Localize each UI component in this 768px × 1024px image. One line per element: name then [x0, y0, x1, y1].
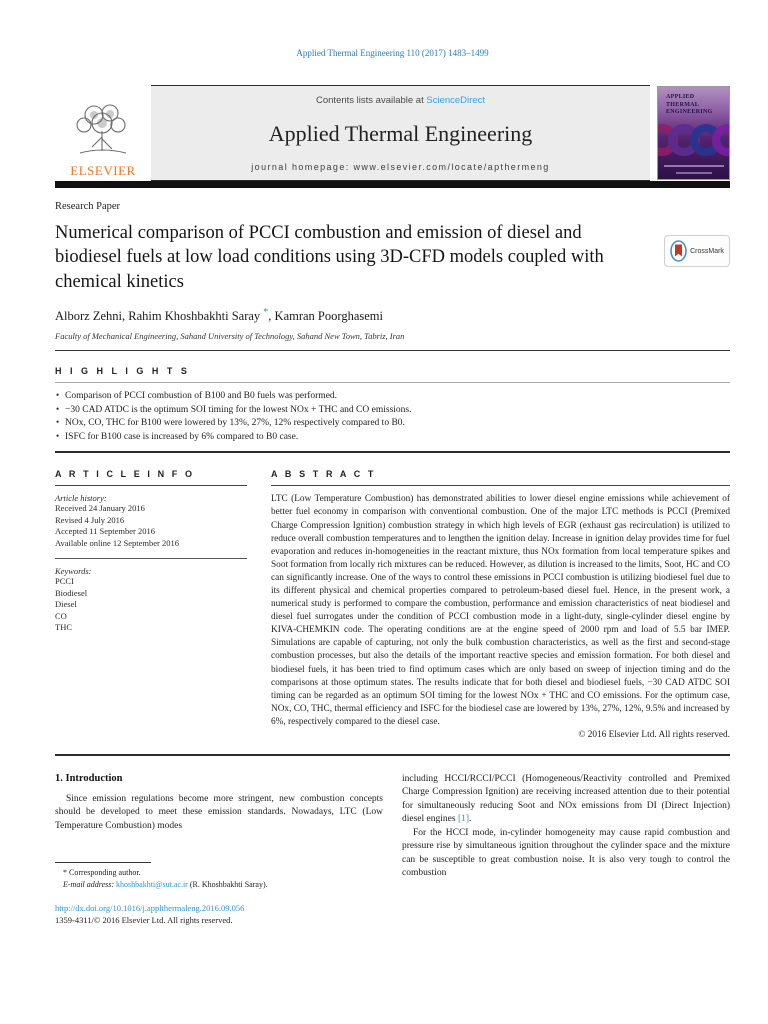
- history-entry: Revised 4 July 2016: [55, 514, 125, 525]
- header-divider-bar: [55, 181, 730, 188]
- abstract-heading: A B S T R A C T: [271, 469, 376, 480]
- highlight-item: • ISFC for B100 case is increased by 6% compared to B0 case.: [55, 431, 730, 444]
- elsevier-logo: [55, 85, 151, 181]
- keywords-divider: [55, 558, 247, 559]
- highlight-item: • NOx, CO, THC for B100 were lowered by 13%, 27%, 12% respectively compared to B0.: [55, 417, 730, 430]
- journal-masthead: [151, 85, 650, 181]
- body-left-column: [55, 773, 383, 890]
- journal-header: [55, 85, 730, 181]
- right-paragraph-2: For the HCCI mode, in-cylinder homogeneity may cause rapid combustion and pressure rise by simultaneous ignition throughout the cylinder space and the mixture can be susceptible to great combustion noise. It is also very tough to control the combustion: [402, 827, 730, 879]
- authors-part1: Alborz Zehni, Rahim Khoshbakhti Saray: [55, 309, 264, 324]
- abstract-rule: [271, 485, 730, 486]
- highlights-rule: [55, 382, 730, 383]
- highlights-heading: H I G H L I G H T S: [55, 366, 190, 377]
- highlights-list: [55, 390, 730, 444]
- cover-title: APPLIED THERMAL ENGINEERING: [666, 94, 713, 115]
- highlight-item: • Comparison of PCCI combustion of B100 and B0 fuels was performed.: [55, 390, 730, 403]
- journal-citation: Applied Thermal Engineering 110 (2017) 1483–1499: [296, 48, 489, 58]
- keyword: Biodiesel: [55, 587, 88, 598]
- abstract-column: [271, 469, 730, 740]
- article-info-rule: [55, 485, 247, 486]
- keywords-label: Keywords:: [55, 566, 92, 577]
- journal-title: Applied Thermal Engineering: [268, 121, 533, 146]
- email-link[interactable]: khoshbakhti@sut.ac.ir: [116, 879, 188, 889]
- highlight-item: • −30 CAD ATDC is the optimum SOI timing for the lowest NOx + THC and CO emissions.: [55, 404, 730, 417]
- history-label: Article history:: [55, 493, 107, 504]
- contents-line: [316, 95, 485, 106]
- footnote-rule: [55, 862, 151, 863]
- doi-link[interactable]: http://dx.doi.org/10.1016/j.applthermaleng.2016.09.056: [55, 902, 245, 913]
- reference-link-1[interactable]: [1]: [457, 814, 470, 825]
- abstract-text: LTC (Low Temperature Combustion) has demonstrated abilities to lower diesel engine emissions while achievement of better fuel economy in comparison with conventional combustion. One of the major LTC methods is PCCI (Premixed Charge Compression Ignition) combustion strategy in which high levels of EGR (exhaust gas recirculation) is utilized to reduce overall combustion temperatures and to lengthen the ignition delay. Increase in ignition delay provides time for fuel evaporation and reduces in-homogeneities in the reactant mixture, thus NOx formation from local temperature spikes and Soot formation from locally rich mixtures can be reduced. However, as dilution is increased to the limits, Soot, HC and CO can significantly increase. One of the ways to control these emissions in PCCI combustion is utilizing biodiesel fuel due to its different physical and chemical properties compared to petroleum-based diesel fuel. Hence, in the present work, a numerical study is performed to compare the combustion, performance and emission characteristics of neat biodiesel and diesel fuel surrogates under the condition of PCCI combustion mode in a light-duty, single-cylinder diesel engine by KIVA-CHEMKIN code. The operating conditions are at the engine speed of 2000 rpm and load of 5.5 bar IMEP. Simulations are capable of capturing, not only the bulk combustion characteristics, as well as the first and second-stage combustion processes, but also the details of the important reactive species and emission formation. For both diesel and biodiesel fuels, it has been tried to find optimum cases which are only based on sweep of injection timing and do the comparisons at those optimum states. The results indicate that for both diesel and biodiesel fuels, −30 CAD ATDC SOI timing can be regarded as an optimum SOI timing for the lowest NOx + THC and CO emissions. For the optimum case, NOx, CO, THC, thermal efficiency and ISFC for the biodiesel case are lowered by 13%, 27%, 12%, 9.5% and increased by 6%, respectively compared to the diesel case.: [271, 494, 730, 727]
- issn-copyright-line: 1359-4311/© 2016 Elsevier Ltd. All rights reserved.: [55, 914, 233, 925]
- intro-paragraph: Since emission regulations become more stringent, new combustion concepts should be developed to meet these emission standards. Nowadays, LTC (Low Temperature Combustion) modes: [55, 794, 383, 831]
- elsevier-tree-icon: [72, 101, 134, 165]
- divider-after-affiliation: [55, 350, 730, 351]
- divider-after-highlights: [55, 451, 730, 453]
- history-entry: Received 24 January 2016: [55, 503, 145, 514]
- abstract-copyright: © 2016 Elsevier Ltd. All rights reserved.: [578, 730, 730, 740]
- article-info-column: [55, 469, 247, 740]
- email-line: [55, 879, 383, 890]
- history-entry: Available online 12 September 2016: [55, 537, 180, 548]
- article-title: Numerical comparison of PCCI combustion and emission of diesel and biodiesel fuels at low load conditions using 3D-CFD models coupled with chemical kinetics: [55, 223, 604, 292]
- cover-panel: [650, 85, 730, 181]
- affiliation: Faculty of Mechanical Engineering, Sahand University of Technology, Sahand New Town, Tabriz, Iran: [55, 331, 405, 342]
- keyword: PCCI: [55, 576, 74, 587]
- authors-part2: , Kamran Poorghasemi: [268, 309, 383, 324]
- footnote-block: [55, 862, 383, 889]
- cover-rings-art: [658, 119, 730, 161]
- right-paragraph-1: [402, 773, 730, 827]
- author-line: [55, 307, 730, 324]
- paragraph-text: including HCCI/RCCI/PCCI (Homogeneous/Reactivity controlled and Premixed Charge Compression Ignition) are receiving increased attention due to their potential for simultaneously reducing Soot and NOx emissions from DI (Direct Injection) diesel engines: [402, 774, 730, 825]
- email-label: E-mail address:: [63, 879, 117, 889]
- paragraph-text: .: [469, 814, 472, 825]
- introduction-heading: 1. Introduction: [55, 773, 123, 784]
- journal-cover-thumbnail[interactable]: [657, 86, 730, 180]
- corresponding-author-note: * Corresponding author.: [63, 868, 141, 878]
- contents-prefix: Contents lists available at: [316, 95, 427, 106]
- doi-block: [55, 903, 730, 927]
- keyword: THC: [55, 622, 72, 633]
- divider-after-abstract: [55, 754, 730, 756]
- email-suffix: (R. Khoshbakhti Saray).: [187, 879, 268, 889]
- crossmark-badge[interactable]: [664, 235, 730, 267]
- crossmark-label: CrossMark: [690, 247, 724, 255]
- body-right-column: [402, 773, 730, 890]
- corresponding-author-asterisk[interactable]: *: [263, 307, 269, 319]
- article-info-heading: A R T I C L E I N F O: [55, 469, 195, 480]
- article-type-label: Research Paper: [55, 201, 121, 212]
- cover-footer-line2: [676, 172, 712, 174]
- sciencedirect-link[interactable]: ScienceDirect: [426, 95, 485, 106]
- history-entry: Accepted 11 September 2016: [55, 526, 155, 537]
- crossmark-icon: [670, 240, 687, 262]
- cover-footer-line: [664, 165, 724, 167]
- keyword: Diesel: [55, 599, 77, 610]
- keyword: CO: [55, 610, 67, 621]
- journal-homepage-link[interactable]: journal homepage: www.elsevier.com/locate/apthermeng: [251, 162, 550, 172]
- elsevier-wordmark: ELSEVIER: [70, 163, 136, 178]
